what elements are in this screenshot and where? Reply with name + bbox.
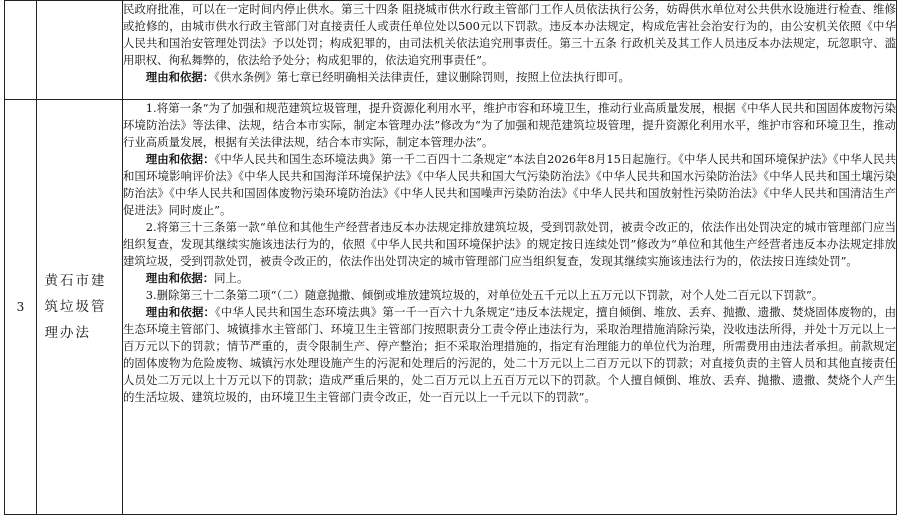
table-row xyxy=(5,100,897,515)
amendment-content xyxy=(123,100,897,515)
reason-paragraph xyxy=(123,304,896,406)
regulation-name xyxy=(37,1,123,100)
row-number xyxy=(5,1,37,100)
amendment-content xyxy=(123,1,897,100)
reason-label: 理由和依据： xyxy=(145,152,215,166)
reason-text: 同上。 xyxy=(214,271,249,285)
amendment-text: 3.删除第三十二条第二项“（二）随意抛撒、倾倒或堆放建筑垃圾的，对单位处五千元以上五万元以下罚款，对个人处二百元以下罚款”。 xyxy=(145,288,824,302)
amendment-table xyxy=(4,0,897,515)
reason-label: 理由和依据： xyxy=(145,305,216,319)
reason-paragraph xyxy=(123,69,896,86)
reason-label: 理由和依据： xyxy=(145,271,215,285)
reason-text: 《中华人民共和国生态环境法典》第一千一百六十九条规定“违反本法规定，擅自倾倒、堆放、丢弃、抛撒、遗撒、焚烧固体废物的，由生态环境主管部门、城镇排水主管部门、环境卫生主管部门按照职责分工责令停止违法行为，采取治理措施消除污染，没收违法所得，并处十万元以上一百万元以下的罚款；情节严重的，责令限制生产、停产整治；拒不采取治理措施的，指定有治理能力的单位代为治理，所需费用由违法者承担。前款规定的固体废物为危险废物、城镇污水处理设施产生的污泥和处理后的污泥的，处二十万元以上二百万元以下的罚款；对直接负责的主管人员和其他直接责任人员处二万元以上十万元以下的罚款；造成严重后果的，处二百万元以上五百万元以下的罚款。个人擅自倾倒、堆放、丢弃、抛撒、遗撒、焚烧个人产生的生活垃圾、建筑垃圾的，由环境卫生主管部门责令改正，处一百元以上一千元以下的罚款”。 xyxy=(123,305,896,404)
reason-paragraph xyxy=(123,270,896,287)
table-row xyxy=(5,1,897,100)
reason-label: 理由和依据： xyxy=(145,70,215,84)
amendment-text: 民政府批准，可以在一定时间内停止供水。第三十四条 阻挠城市供水行政主管部门工作人员依法执行公务，妨碍供水单位对公共供水设施进行检查、维修或抢修的，由城市供水行政主管部门对直接责任人或责任单位处以500元以下罚款。违反本办法规定，构成危害社会治安行为的，由公安机关依照《中华人民共和国治安管理处罚法》予以处罚；构成犯罪的，由司法机关依法追究刑事责任。第三十五条 行政机关及其工作人员违反本办法规定，玩忽职守、滥用职权、徇私舞弊的，依法给予处分；构成犯罪的，依法追究刑事责任”。 xyxy=(123,2,896,67)
amendment-text: 1.将第一条“为了加强和规范建筑垃圾管理，提升资源化利用水平，维护市容和环境卫生，推动行业高质量发展，根据《中华人民共和国固体废物污染环境防治法》等法律、法规，结合本市实际，制定本管理办法”修改为“为了加强和规范建筑垃圾管理，提升资源化利用水平，维护市容和环境卫生，推动行业高质量发展，根据有关法律法规，结合本市实际，制定本管理办法”。 xyxy=(123,101,896,149)
regulation-name xyxy=(37,100,123,515)
reason-paragraph xyxy=(123,151,896,219)
row-number: 3 xyxy=(5,100,37,515)
reason-text: 《供水条例》第七章已经明确相关法律责任，建议删除罚则，按照上位法执行即可。 xyxy=(214,70,630,84)
reason-text: 《中华人民共和国生态环境法典》第一千二百四十二条规定“本法自2026年8月15日起施行。《中华人民共和国环境保护法》《中华人民共和国环境影响评价法》《中华人民共和国海洋环境保护法》《中华人民共和国大气污染防治法》《中华人民共和国水污染防治法》《中华人民共和国土壤污染防治法》《中华人民共和国固体废物污染环境防治法》《中华人民共和国噪声污染防治法》《中华人民共和国放射性污染防治法》《中华人民共和国清洁生产促进法》同时废止”。 xyxy=(123,152,896,217)
amendment-text: 2.将第三十三条第一款“单位和其他生产经营者违反本办法规定排放建筑垃圾，受到罚款处罚，被责令改正的，依法作出处罚决定的城市管理部门应当组织复查，发现其继续实施该违法行为的，依照《中华人民共和国环境保护法》的规定按日连续处罚”修改为“单位和其他生产经营者违反本办法规定排放建筑垃圾，受到罚款处罚，被责令改正的，依法作出处罚决定的城市管理部门应当组织复查，发现其继续实施该违法行为的，依法按日连续处罚”。 xyxy=(123,220,896,268)
regulation-name-text: 黄石市建筑垃圾管理办法 xyxy=(44,273,107,341)
